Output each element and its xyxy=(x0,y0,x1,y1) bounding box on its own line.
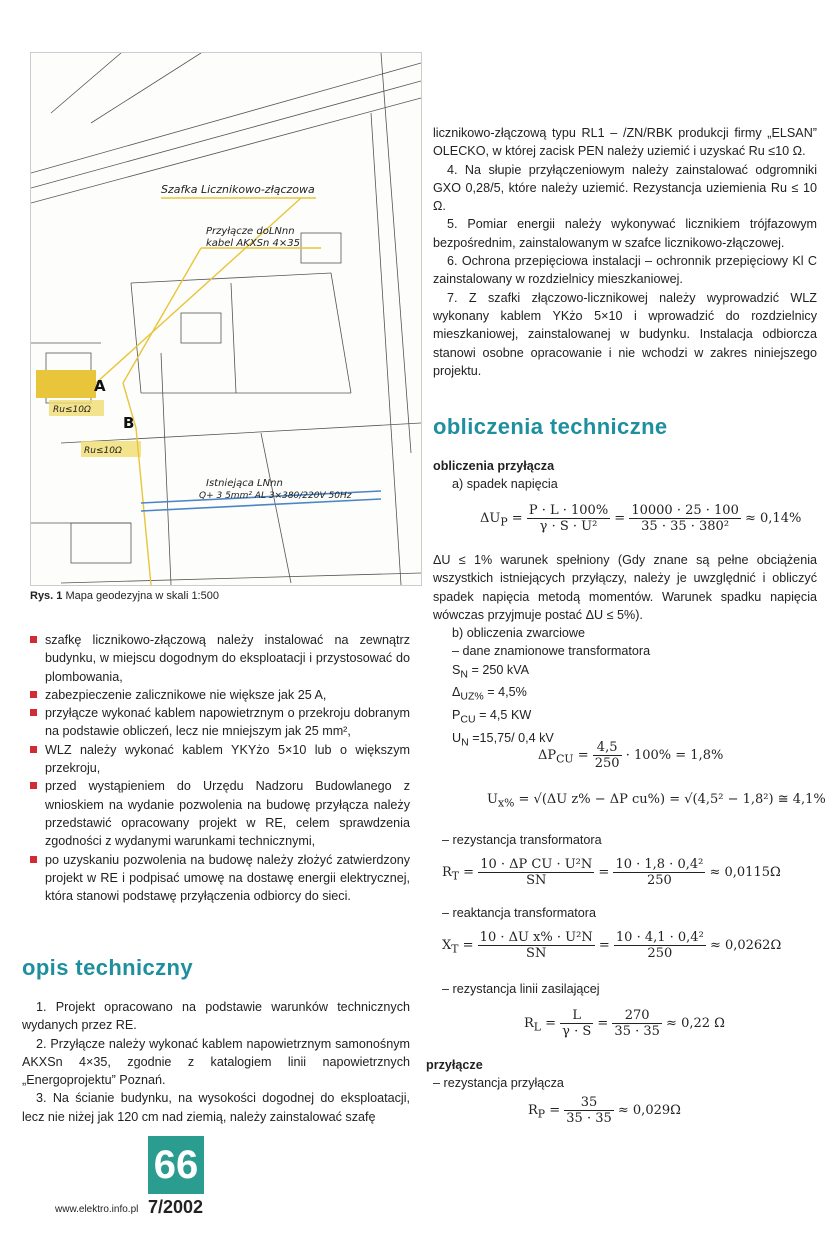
list-item: szafkę licznikowo-złączową należy instalować na zewnątrz budynku, w miejscu dogodnym do eksploatacji i przystosować do plombowania, xyxy=(30,631,410,686)
subscript: N xyxy=(461,736,469,749)
denominator: γ · S xyxy=(562,1024,592,1039)
opis-text xyxy=(22,998,410,1126)
map-point-b: B xyxy=(123,414,135,432)
formula-result: ≈ 0,22 Ω xyxy=(666,1016,725,1031)
numerator: P · L · 100% xyxy=(528,503,609,518)
formula-subscript: L xyxy=(533,1020,541,1034)
section-heading-opis: opis techniczny xyxy=(22,955,194,980)
formula-rt: $R_T$ = $\frac{\text{10 · ΔP CU · U²N}}{SN}$ = $\frac{\text{10 · 1,8 · 0,4²}}{250}$ ≈ 0,0115Ω xyxy=(442,857,781,888)
value: = 4,5% xyxy=(487,685,527,700)
item-b: b) obliczenia zwarciowe xyxy=(452,626,585,640)
paragraph: 1. Projekt opracowano na podstawie warunków technicznych wydanych przez RE. xyxy=(22,1000,410,1033)
caption-label: Rys. 1 xyxy=(30,590,63,602)
subscript: CU xyxy=(460,713,476,726)
formula-rp: $R_P$ = $\frac{35}{35 \cdot 35}$ ≈ 0,029Ω xyxy=(528,1095,681,1126)
paragraph: 7. Z szafki złączowo-licznikowej należy wyprowadzić WLZ wykonany kablem YKżo 5×10 i wprowadzić do rozdzielnicy mieszkaniowej, zainstalowanej w budynku. Instalacja odbiorcza stanowi osobne opracowanie i nie wchodzi w zakres niniejszego projektu. xyxy=(433,290,817,378)
numerator: 4,5 xyxy=(593,740,622,756)
value: = 250 kVA xyxy=(471,662,530,677)
caption-text: Mapa geodezyjna w skali 1:500 xyxy=(65,590,219,602)
formula-symbol: R xyxy=(528,1103,538,1118)
right-column-top xyxy=(433,124,817,380)
formula-subscript: P xyxy=(537,1107,546,1121)
denominator: 250 xyxy=(594,756,620,771)
symbol: U xyxy=(452,731,462,746)
map-label-rus-b: Ru≤10Ω xyxy=(84,446,122,456)
paragraph: 5. Pomiar energii należy wykonywać licznikiem trójfazowym bezpośrednim, zainstalowanym w szafce licznikowo-złączowej. xyxy=(433,217,817,250)
paragraph: 4. Na słupie przyłączeniowym należy zainstalować odgromniki GXO 0,28/5, które należy uziemić. Rezystancja uziemienia Ru ≤ 10 Ω. xyxy=(433,162,817,214)
map-label-istniejaca-1: Istniejąca LNnn xyxy=(206,478,283,489)
formula-symbol: R xyxy=(524,1016,534,1031)
paragraph: 3. Na ścianie budynku, na wysokości dogodnej do eksploatacji, lecz nie niżej jak 120 cm nad ziemią, należy zainstalować szafę xyxy=(22,1091,410,1124)
formula-result: ≈ 0,0262Ω xyxy=(709,938,782,953)
footer-url: www.elektro.info.pl xyxy=(55,1204,139,1215)
formula-result: ≈ 0,029Ω xyxy=(617,1103,681,1118)
rp-label: – rezystancja przyłącza xyxy=(433,1076,564,1090)
xt-label: – reaktancja transformatora xyxy=(442,906,596,920)
paragraph: 6. Ochrona przepięciowa instalacji – ochronnik przepięciowy Kl C zainstalowany w rozdzielnicy mieszkaniowej. xyxy=(433,254,817,287)
sn-row xyxy=(452,661,812,684)
subscript: N xyxy=(460,668,468,681)
uz-row xyxy=(452,683,812,706)
numerator: 35 xyxy=(564,1095,613,1111)
map-label-istniejaca-2: Q+ 3 5mm² AL 3×380/220V 50Hz xyxy=(199,491,352,501)
left-column xyxy=(30,631,410,905)
formula-voltage-drop: $\Delta U_P$ = $\frac{P \cdot L \cdot 100\%}{\text{γ · S · U²}}$ = $\frac{10000 \cdot 25 \cdot 100}{\text{35 · 35 · 380²}}$ ≈ 0,14% xyxy=(480,503,802,534)
list-item: zabezpieczenie zalicznikowe nie większe jak 25 A, xyxy=(30,686,410,704)
figure-caption xyxy=(30,590,219,602)
denominator: 250 xyxy=(646,873,672,888)
subscript: UZ% xyxy=(460,690,484,703)
formula-symbol: U xyxy=(487,792,498,807)
formula-subscript: T xyxy=(451,869,460,883)
formula-subscript: T xyxy=(451,942,459,956)
denominator: 250 xyxy=(647,946,673,961)
formula-symbol: R xyxy=(442,865,452,880)
formula-result: · 100% = 1,8% xyxy=(625,748,724,763)
subheading-przylacze: przyłącze xyxy=(426,1058,483,1072)
map-drawing xyxy=(31,53,421,585)
numerator: L xyxy=(560,1008,593,1024)
denominator: 35 · 35 · 380² xyxy=(641,519,730,534)
list-item: przyłącze wykonać kablem napowietrznym o przekroju dobranym na podstawie obliczeń, lecz nie mniejszym jak 25 mm², xyxy=(30,704,410,741)
paragraph: 2. Przyłącze należy wykonać kablem napowietrznym samonośnym AKXSn 4×35, zgodnie z katalogiem linii napowietrznych „Energoprojektu” Poznań. xyxy=(22,1036,410,1088)
denominator: SN xyxy=(526,946,547,961)
building-highlight xyxy=(36,370,96,398)
formula-result: ≈ 0,14% xyxy=(745,511,802,526)
formula-subscript: P xyxy=(500,515,508,529)
formula-ux xyxy=(487,792,826,810)
page-number: 66 xyxy=(148,1136,204,1194)
denominator: SN xyxy=(526,873,547,888)
map-label-szafka: Szafka Licznikowo-złączowa xyxy=(161,183,315,196)
formula-rl: $R_L$ = $\frac{L}{\gamma \cdot S}$ = $\frac{270}{35 \cdot 35}$ ≈ 0,22 Ω xyxy=(524,1008,725,1039)
subheading-przylacza: obliczenia przyłącza xyxy=(433,459,555,473)
map-label-przylacze-2: kabel AKXSn 4×35 xyxy=(206,238,300,249)
numerator: 10 · ΔU x% · U²N xyxy=(479,930,593,945)
formula-symbol: ΔU xyxy=(480,511,501,526)
condition-text xyxy=(433,551,817,624)
value: =15,75/ 0,4 kV xyxy=(472,731,554,746)
denominator: γ · S · U² xyxy=(539,519,598,534)
requirements-list xyxy=(30,631,410,905)
rl-label: – rezystancja linii zasilającej xyxy=(442,982,600,996)
footer-issue: 7/2002 xyxy=(148,1197,204,1217)
list-item: WLZ należy wykonać kablem YKYżo 5×10 lub o większym przekroju, xyxy=(30,741,410,778)
value: = 4,5 KW xyxy=(479,708,532,723)
rt-label: – rezystancja transformatora xyxy=(442,833,602,847)
section-heading-obliczenia: obliczenia techniczne xyxy=(433,414,668,439)
symbol: P xyxy=(452,708,461,723)
short-circuit-data xyxy=(452,624,812,752)
denominator: 35 · 35 xyxy=(614,1024,660,1039)
numerator: 10 · ΔP CU · U²N xyxy=(480,857,593,872)
map-label-rus-a: Ru≤10Ω xyxy=(53,405,91,415)
symbol: Δ xyxy=(452,685,461,700)
formula-result: = √(ΔU z% − ΔP cu%) = √(4,5² − 1,8²) ≅ 4,1% xyxy=(518,792,826,807)
formula-symbol: ΔP xyxy=(538,748,557,763)
formula-subscript: x% xyxy=(497,796,515,810)
numerator: 10 · 1,8 · 0,4² xyxy=(615,857,704,872)
numerator: 270 xyxy=(612,1008,661,1024)
paragraph: ΔU ≤ 1% warunek spełniony (Gdy znane są pełne obciążenia wszystkich istniejących przyłączy, należy je uwzględnić i obliczyć spadek napięcia metodą momentów. Warunek spadku napięcia wówczas przyjmuje postać ΔU ≤ 5%). xyxy=(433,553,817,622)
item-a: a) spadek napięcia xyxy=(452,477,558,491)
numerator: 10000 · 25 · 100 xyxy=(631,503,739,518)
geodetic-map xyxy=(30,52,422,586)
map-point-a: A xyxy=(94,377,106,395)
list-item: przed wystąpieniem do Urzędu Nadzoru Budowlanego z wnioskiem na wydanie pozwolenia na budowę przyłącza należy przedstawić opracowany projekt w RE, celem sprawdzenia zgodności z wydanymi warunkami technicznymi, xyxy=(30,777,410,850)
dane-label: – dane znamionowe transformatora xyxy=(452,644,651,659)
map-label-przylacze-1: Przyłącze doLNnn xyxy=(206,226,295,237)
formula-xt: $X_T$ = $\frac{\text{10 · ΔU x\% · U²N}}{SN}$ = $\frac{\text{10 · 4,1 · 0,4²}}{250}$ ≈ 0,0262Ω xyxy=(442,930,782,961)
formula-symbol: X xyxy=(442,938,452,953)
numerator: 10 · 4,1 · 0,4² xyxy=(615,930,704,945)
formula-subscript: CU xyxy=(556,752,574,766)
pcu-row xyxy=(452,706,812,729)
symbol: S xyxy=(452,662,461,677)
denominator: 35 · 35 xyxy=(566,1111,612,1126)
list-item: po uzyskaniu pozwolenia na budowę należy złożyć zatwierdzony projekt w RE i podpisać umowę na dostawę energii elektrycznej, która stanowi podstawę przyłączenia odbiorcy do sieci. xyxy=(30,851,410,906)
formula-result: ≈ 0,0115Ω xyxy=(709,865,781,880)
paragraph: licznikowo-złączową typu RL1 – /ZN/RBK produkcji firmy „ELSAN” OLECKO, w której zacisk PEN należy uziemić i uzyskać Ru ≤10 Ω. xyxy=(433,126,817,159)
formula-pcu: $\Delta P_{CU}$ = $\frac{4,5}{250}$ · 100% = 1,8% xyxy=(538,740,724,771)
